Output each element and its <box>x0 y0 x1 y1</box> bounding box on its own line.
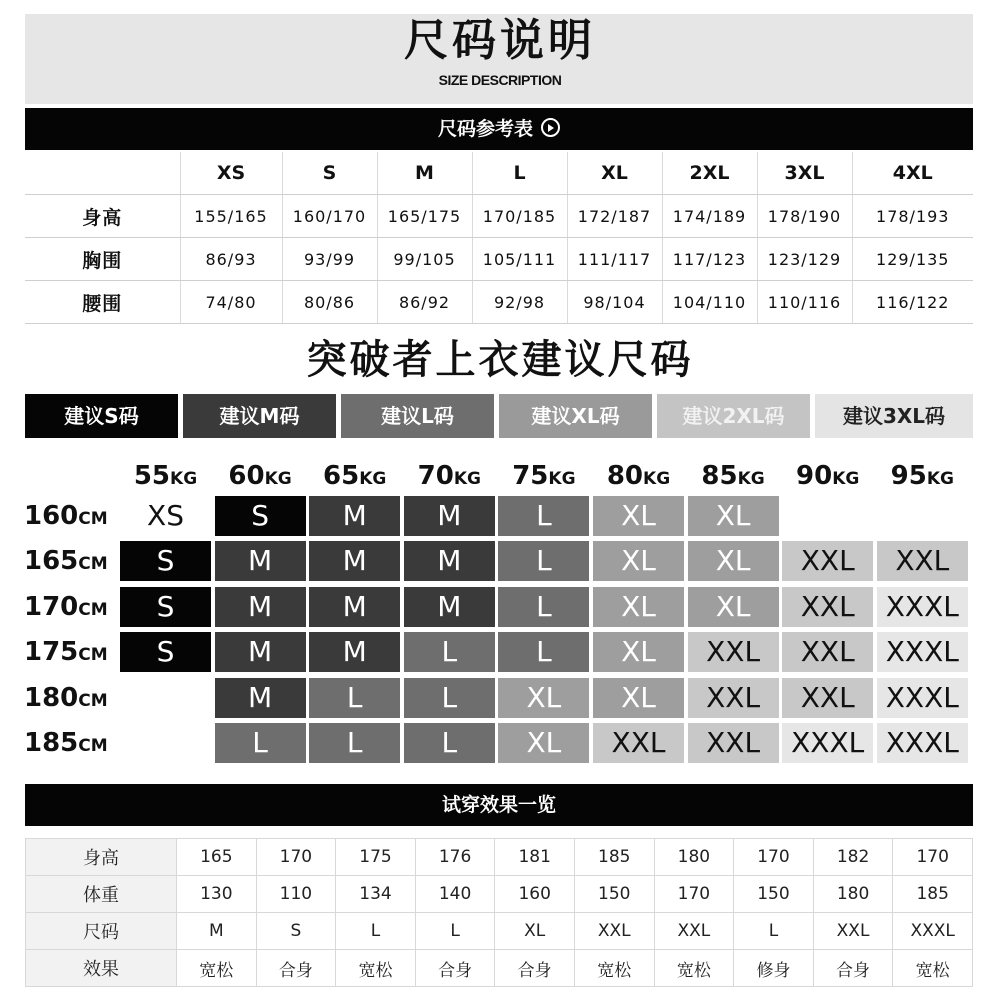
height-row-header <box>24 723 124 763</box>
fit-effect-row <box>26 950 973 987</box>
fit-cell: 165 <box>177 839 257 876</box>
fit-cell: 修身 <box>734 950 814 987</box>
legend-item: 建议L码 <box>341 394 494 438</box>
fit-cell: 宽松 <box>574 950 654 987</box>
height-row-header <box>24 678 124 718</box>
fit-cell: 180 <box>654 839 734 876</box>
height-row <box>25 195 973 238</box>
height-row-header <box>24 496 124 536</box>
table-cell: 86/92 <box>377 281 472 324</box>
fit-cell: 合身 <box>415 950 495 987</box>
fit-cell: 合身 <box>256 950 336 987</box>
weight-column-header <box>120 458 211 494</box>
size-cell: XXL <box>877 541 968 581</box>
weight-unit: KG <box>926 469 954 489</box>
size-cell: M <box>309 541 400 581</box>
fit-cell: M <box>177 913 257 950</box>
fit-cell: 170 <box>256 839 336 876</box>
size-cell: M <box>215 678 306 718</box>
fit-cell: 110 <box>256 876 336 913</box>
fit-cell: 134 <box>336 876 416 913</box>
weight-value: 70 <box>417 461 454 491</box>
weight-column-header <box>688 458 779 494</box>
fit-cell: 宽松 <box>654 950 734 987</box>
height-value: 185 <box>24 728 79 758</box>
size-cell: S <box>215 496 306 536</box>
weight-unit: KG <box>170 469 198 489</box>
weight-column-header <box>215 458 306 494</box>
legend-item: 建议2XL码 <box>657 394 810 438</box>
table-cell: 165/175 <box>377 195 472 238</box>
fit-size-row <box>26 913 973 950</box>
size-cell: XXL <box>688 678 779 718</box>
table-cell: 110/116 <box>757 281 852 324</box>
size-header-row <box>25 152 973 195</box>
weight-unit: KG <box>453 469 481 489</box>
size-cell: M <box>404 541 495 581</box>
size-cell: XXXL <box>782 723 873 763</box>
size-cell: XL <box>688 541 779 581</box>
weight-value: 60 <box>228 461 265 491</box>
fitting-results-bar-label: 试穿效果一览 <box>441 794 556 816</box>
table-cell: 129/135 <box>852 238 973 281</box>
weight-value: 55 <box>133 461 171 491</box>
table-cell: 74/80 <box>180 281 282 324</box>
table-cell: 116/122 <box>852 281 973 324</box>
size-cell: L <box>309 678 400 718</box>
height-row-header <box>24 632 124 672</box>
weight-unit: KG <box>264 469 292 489</box>
table-cell: 172/187 <box>567 195 662 238</box>
height-value: 160 <box>24 501 79 531</box>
size-cell: XXXL <box>877 678 968 718</box>
size-cell: XL <box>593 678 684 718</box>
weight-unit: KG <box>548 469 576 489</box>
size-cell: XXL <box>782 678 873 718</box>
size-reference-table <box>25 152 973 324</box>
table-cell: 104/110 <box>662 281 757 324</box>
circle-arrow-right-icon <box>541 118 560 137</box>
fit-cell: 185 <box>893 876 973 913</box>
weight-value: 65 <box>323 461 360 491</box>
size-cell: S <box>120 541 211 581</box>
size-cell: XXXL <box>877 587 968 627</box>
fit-cell: XXXL <box>893 913 973 950</box>
fit-cell: 180 <box>813 876 893 913</box>
weight-column-header <box>309 458 400 494</box>
legend-item: 建议3XL码 <box>815 394 973 438</box>
weight-value: 95 <box>890 461 927 491</box>
fitting-results-bar <box>25 784 973 826</box>
height-unit: CM <box>78 736 108 756</box>
size-cell: XL <box>593 587 684 627</box>
fit-cell: L <box>734 913 814 950</box>
size-cell: L <box>309 723 400 763</box>
waist-row <box>25 281 973 324</box>
size-cell: L <box>498 632 589 672</box>
size-cell: L <box>498 587 589 627</box>
page-subtitle: SIZE DESCRIPTION <box>438 72 562 88</box>
fit-cell: 176 <box>415 839 495 876</box>
size-cell: XL <box>498 723 589 763</box>
size-cell: L <box>498 541 589 581</box>
height-unit: CM <box>78 554 108 575</box>
size-cell: XXL <box>593 723 684 763</box>
fit-cell: 170 <box>654 876 734 913</box>
size-header: 2XL <box>662 152 757 195</box>
fit-cell: 合身 <box>495 950 575 987</box>
size-cell: M <box>215 587 306 627</box>
size-cell: M <box>215 632 306 672</box>
weight-unit: KG <box>359 469 387 489</box>
corner-cell <box>25 152 180 195</box>
size-cell: XXL <box>782 587 873 627</box>
height-unit: CM <box>78 690 108 711</box>
fit-cell: XXL <box>654 913 734 950</box>
size-cell: S <box>120 587 211 627</box>
size-cell: M <box>309 632 400 672</box>
table-cell: 93/99 <box>282 238 377 281</box>
table-cell: 98/104 <box>567 281 662 324</box>
recommendation-title: 突破者上衣建议尺码 <box>306 337 694 383</box>
fitting-results-table <box>25 838 973 987</box>
fit-cell: 185 <box>574 839 654 876</box>
fit-cell: 宽松 <box>893 950 973 987</box>
size-header: M <box>377 152 472 195</box>
fit-cell: 宽松 <box>177 950 257 987</box>
table-cell: 178/193 <box>852 195 973 238</box>
height-value: 170 <box>24 591 79 622</box>
table-cell: 117/123 <box>662 238 757 281</box>
fit-cell: L <box>336 913 416 950</box>
size-cell: M <box>309 496 400 536</box>
size-cell: XXL <box>688 632 779 672</box>
fit-cell: 160 <box>495 876 575 913</box>
fit-row-label: 效果 <box>26 950 177 987</box>
height-row-header <box>24 587 124 627</box>
size-cell: XS <box>147 499 184 532</box>
fit-cell: 182 <box>813 839 893 876</box>
row-label: 腰围 <box>25 281 180 324</box>
size-cell: XXXL <box>877 632 968 672</box>
size-cell: L <box>498 496 589 536</box>
table-cell: 99/105 <box>377 238 472 281</box>
weight-unit: KG <box>643 469 671 489</box>
size-cell: XXL <box>782 632 873 672</box>
size-cell: L <box>404 632 495 672</box>
fit-row-label: 体重 <box>26 876 177 913</box>
fit-weight-row <box>26 876 973 913</box>
fit-row-label: 尺码 <box>26 913 177 950</box>
size-cell: S <box>120 632 211 672</box>
size-cell: M <box>215 541 306 581</box>
size-header: S <box>282 152 377 195</box>
fit-cell: S <box>256 913 336 950</box>
weight-column-header <box>877 458 968 494</box>
page-title: 尺码说明 <box>404 15 596 66</box>
table-cell: 111/117 <box>567 238 662 281</box>
height-unit: CM <box>78 645 108 666</box>
weight-unit: KG <box>737 469 765 489</box>
size-cell: M <box>404 587 495 627</box>
table-cell: 160/170 <box>282 195 377 238</box>
weight-column-header <box>498 458 589 494</box>
fit-cell: 170 <box>734 839 814 876</box>
weight-value: 80 <box>606 461 644 491</box>
size-cell: XL <box>688 587 779 627</box>
fit-cell: 宽松 <box>336 950 416 987</box>
legend-item: 建议S码 <box>25 394 178 438</box>
size-cell: XL <box>593 496 684 536</box>
size-cell: M <box>309 587 400 627</box>
size-cell: XXL <box>688 723 779 763</box>
height-unit: CM <box>78 509 108 529</box>
size-header: 4XL <box>852 152 973 195</box>
fit-cell: XXL <box>813 913 893 950</box>
size-cell: M <box>404 496 495 536</box>
fit-cell: 150 <box>734 876 814 913</box>
fit-cell: 130 <box>177 876 257 913</box>
size-reference-bar <box>25 108 973 150</box>
weight-column-header <box>782 458 873 494</box>
table-cell: 92/98 <box>472 281 567 324</box>
table-cell: 170/185 <box>472 195 567 238</box>
size-cell: L <box>215 723 306 763</box>
height-unit: CM <box>78 599 108 620</box>
weight-value: 85 <box>701 461 738 491</box>
table-cell: 174/189 <box>662 195 757 238</box>
legend-item: 建议M码 <box>183 394 336 438</box>
row-label: 胸围 <box>25 238 180 281</box>
table-cell: 86/93 <box>180 238 282 281</box>
table-cell: 155/165 <box>180 195 282 238</box>
fit-cell: 合身 <box>813 950 893 987</box>
weight-value: 75 <box>512 461 549 491</box>
table-cell: 178/190 <box>757 195 852 238</box>
fit-cell: XL <box>495 913 575 950</box>
height-row-header <box>24 541 124 581</box>
fit-cell: 150 <box>574 876 654 913</box>
table-cell: 123/129 <box>757 238 852 281</box>
weight-column-header <box>404 458 495 494</box>
size-header: XS <box>180 152 282 195</box>
height-value: 165 <box>24 546 79 577</box>
size-cell: XL <box>498 678 589 718</box>
size-cell: XXL <box>782 541 873 581</box>
size-header: XL <box>567 152 662 195</box>
weight-column-header <box>593 458 684 494</box>
fit-cell: L <box>415 913 495 950</box>
weight-unit: KG <box>832 469 860 489</box>
size-header: 3XL <box>757 152 852 195</box>
fit-cell: XXL <box>574 913 654 950</box>
size-cell: XL <box>593 632 684 672</box>
size-cell: L <box>404 678 495 718</box>
fit-cell: 181 <box>495 839 575 876</box>
size-cell: XL <box>688 496 779 536</box>
size-cell: XL <box>593 541 684 581</box>
chest-row <box>25 238 973 281</box>
fit-row-label: 身高 <box>26 839 177 876</box>
fit-cell: 175 <box>336 839 416 876</box>
table-cell: 80/86 <box>282 281 377 324</box>
legend-item: 建议XL码 <box>499 394 652 438</box>
height-value: 180 <box>24 682 79 713</box>
table-cell: 105/111 <box>472 238 567 281</box>
size-cell: XXXL <box>877 723 968 763</box>
fit-cell: 140 <box>415 876 495 913</box>
height-value: 175 <box>24 637 79 668</box>
size-cell: L <box>404 723 495 763</box>
row-label: 身高 <box>25 195 180 238</box>
size-header: L <box>472 152 567 195</box>
fit-cell: 170 <box>893 839 973 876</box>
fit-height-row <box>26 839 973 876</box>
size-reference-bar-label: 尺码参考表 <box>437 118 533 140</box>
weight-value: 90 <box>796 461 833 491</box>
